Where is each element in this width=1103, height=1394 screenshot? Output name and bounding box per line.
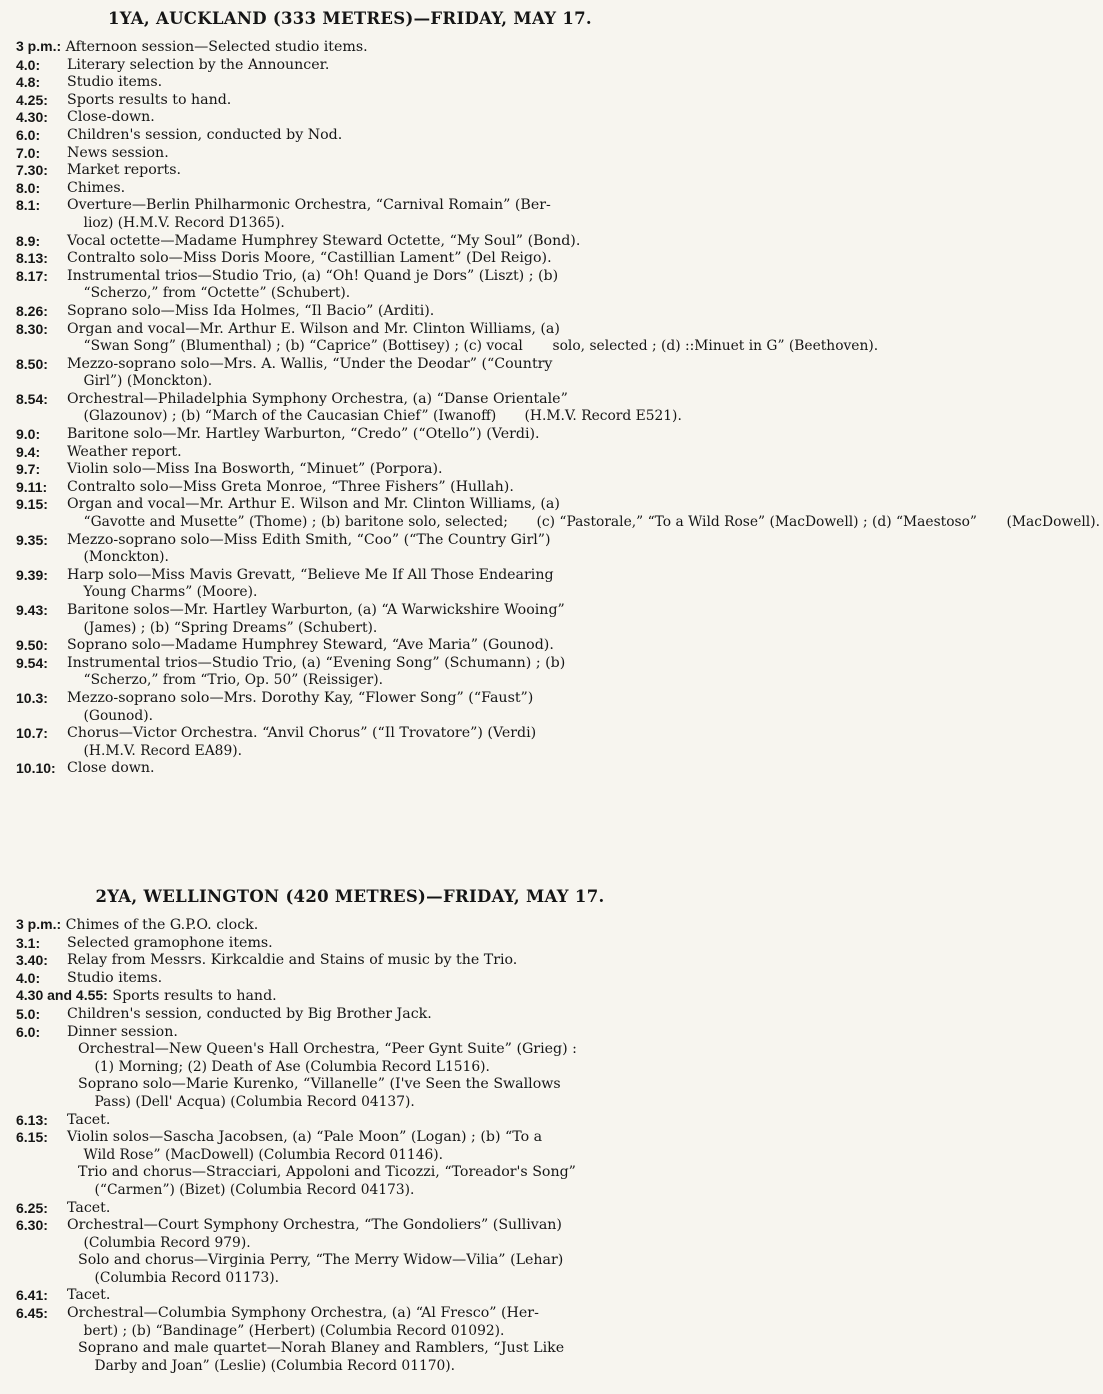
entry-text: Close down.: [67, 760, 155, 777]
programme-entry: [0, 356, 700, 391]
entry-text: Children's session, conducted by Big Brother Jack.: [67, 1005, 432, 1022]
entry-time: 3.40:: [16, 952, 48, 969]
programme-entry: [0, 1112, 700, 1130]
entry-text: Overture—Berlin Philharmonic Orchestra, “Carnival Romain” (Ber-: [67, 197, 551, 214]
entry-text: Soprano solo—Miss Ida Holmes, “Il Bacio” (Arditi).: [67, 302, 435, 319]
entry-time: 9.35:: [16, 531, 48, 548]
programme-entry: [0, 1129, 700, 1164]
entry-time: 6.15:: [16, 1129, 48, 1146]
entry-time: 4.25:: [16, 91, 48, 108]
programme-entry: [0, 1287, 700, 1305]
entry-time: 8.50:: [16, 355, 48, 372]
entry-time: 9.11:: [16, 478, 48, 495]
programme-entry: [0, 725, 700, 760]
programme-entry: [0, 952, 700, 970]
entry-text: Vocal octette—Madame Humphrey Steward Octette, “My Soul” (Bond).: [67, 232, 581, 249]
programme-entry: [0, 109, 700, 127]
entry-text: (Glazounov) ; (b) “March of the Caucasian Chief” (Iwanoff): [83, 408, 497, 425]
entry-time: 6.25:: [16, 1199, 48, 1216]
programme-entry: [0, 935, 700, 953]
programme-entry: [0, 268, 700, 303]
programme-entry: [0, 532, 700, 567]
entry-text: Literary selection by the Announcer.: [67, 56, 330, 73]
entry-time: 10.3:: [16, 689, 48, 706]
programme-entry: [0, 1041, 700, 1076]
entry-time: 9.7:: [16, 461, 41, 478]
entry-text: “Swan Song” (Blumenthal) ; (b) “Caprice” (Bottisey) ; (c) vocal: [83, 338, 523, 355]
programme-entry: [0, 233, 700, 251]
entry-text: (James) ; (b) “Spring Dreams” (Schubert).: [83, 619, 378, 636]
entry-text: Tacet.: [67, 1287, 111, 1304]
programme-entry: [0, 303, 700, 321]
entry-time: 9.15:: [16, 496, 48, 513]
programme-entry: [0, 197, 700, 232]
entry-time: 10.10:: [16, 760, 56, 777]
entry-text: Darby and Joan” (Leslie) (Columbia Record 01170).: [94, 1357, 456, 1374]
entry-text: News session.: [67, 144, 169, 161]
programme-entry: [0, 970, 700, 988]
entry-text: “Gavotte and Musette” (Thome) ; (b) baritone solo, selected;: [83, 514, 508, 531]
programme-entry: [0, 391, 700, 426]
entry-text: (1) Morning; (2) Death of Ase (Columbia Record L1516).: [94, 1058, 490, 1075]
programme-entry: [0, 1200, 700, 1218]
entry-time: 9.54:: [16, 654, 48, 671]
programme-entry: [0, 760, 700, 778]
programme-entry: [0, 987, 700, 1006]
entry-text: Children's session, conducted by Nod.: [67, 126, 343, 143]
programme-entry: [0, 1340, 700, 1375]
entry-text: Wild Rose” (MacDowell) (Columbia Record 01146).: [83, 1146, 444, 1163]
entry-text: Close-down.: [67, 109, 155, 126]
entry-time: 6.13:: [16, 1111, 48, 1128]
entry-text: Orchestral—Columbia Symphony Orchestra, (a) “Al Fresco” (Her-: [67, 1305, 539, 1322]
entry-text: Contralto solo—Miss Greta Monroe, “Three Fishers” (Hullah).: [67, 478, 514, 495]
programme-entry: [0, 461, 700, 479]
entry-text: Baritone solo—Mr. Hartley Warburton, “Credo” (“Otello”) (Verdi).: [67, 426, 540, 443]
entry-text: Tacet.: [67, 1199, 111, 1216]
section-2ya-wellington: [0, 878, 700, 1375]
entry-text: Dinner session.: [67, 1023, 178, 1040]
programme-entry: [0, 92, 700, 110]
entry-text: Baritone solos—Mr. Hartley Warburton, (a) “A Warwickshire Wooing”: [67, 602, 565, 618]
entry-text: Tacet.: [67, 1111, 111, 1128]
entry-time: 4.30 and 4.55:: [16, 987, 108, 1004]
entry-text: (“Carmen”) (Bizet) (Columbia Record 04173).: [94, 1181, 415, 1198]
entry-text: Market reports.: [67, 162, 182, 179]
programme-entry: [0, 602, 700, 637]
entry-time: 9.0:: [16, 426, 41, 443]
entry-text: (H.M.V. Record E521).: [524, 408, 683, 425]
entry-time: 9.50:: [16, 637, 48, 654]
entry-time: 5.0:: [16, 1005, 41, 1022]
programme-list: [0, 916, 700, 1375]
entry-text: Chimes of the G.P.O. clock.: [65, 917, 259, 933]
programme-entry: [0, 496, 1100, 531]
entry-text: Contralto solo—Miss Doris Moore, “Castillian Lament” (Del Reigo).: [67, 250, 552, 267]
entry-text: Soprano solo—Madame Humphrey Steward, “Ave Maria” (Gounod).: [67, 637, 554, 654]
entry-text: Orchestral—Philadelphia Symphony Orchestra, (a) “Danse Orientale”: [67, 390, 568, 407]
entry-time: 8.17:: [16, 267, 48, 284]
programme-list: [0, 38, 1100, 778]
entry-time: 10.7:: [16, 725, 48, 742]
programme-entry: [0, 162, 700, 180]
programme-entry: [0, 320, 878, 356]
entry-text: solo, selected ; (d) ::Minuet in G” (Beethoven).: [552, 338, 878, 355]
entry-text: Orchestral—Court Symphony Orchestra, “The Gondoliers” (Sullivan): [67, 1217, 562, 1234]
entry-text: bert) ; (b) “Bandinage” (Herbert) (Columbia Record 01092).: [83, 1322, 505, 1339]
programme-entry: [0, 1024, 700, 1042]
entry-time: 8.9:: [16, 232, 41, 249]
programme-entry: [0, 1305, 700, 1340]
entry-time: 8.26:: [16, 302, 48, 319]
entry-text: (Gounod).: [83, 707, 153, 724]
entry-text: (c) “Pastorale,” “To a Wild Rose” (MacDowell) ; (d) “Maestoso”: [536, 514, 978, 531]
entry-time: 6.41:: [16, 1287, 48, 1304]
entry-text: Studio items.: [67, 969, 163, 986]
entry-time: 6.45:: [16, 1305, 48, 1322]
entry-time: 6.0:: [16, 1023, 41, 1040]
entry-time: 9.39:: [16, 566, 48, 583]
entry-text: Mezzo-soprano solo—Mrs. A. Wallis, “Under the Deodar” (“Country: [67, 355, 553, 372]
entry-text: Selected gramophone items.: [67, 934, 273, 951]
entry-text: Weather report.: [67, 443, 182, 460]
entry-text: Chimes.: [67, 179, 126, 196]
entry-text: Instrumental trios—Studio Trio, (a) “Oh! Quand je Dors” (Liszt) ; (b): [67, 267, 559, 284]
programme-entry: [0, 38, 700, 57]
entry-text: Afternoon session—Selected studio items.: [65, 39, 368, 55]
entry-time: 6.30:: [16, 1217, 48, 1234]
entry-text: Soprano solo—Marie Kurenko, “Villanelle” (I've Seen the Swallows: [78, 1076, 561, 1093]
programme-entry: [0, 1252, 700, 1287]
programme-entry: [0, 567, 700, 602]
entry-text: Orchestral—New Queen's Hall Orchestra, “Peer Gynt Suite” (Grieg) :: [78, 1041, 577, 1058]
entry-time: 4.0:: [16, 969, 41, 986]
entry-time: 7.0:: [16, 144, 41, 161]
entry-text: (H.M.V. Record EA89).: [83, 742, 243, 759]
entry-text: Sports results to hand.: [112, 988, 277, 1005]
entry-text: (Monckton).: [83, 549, 169, 566]
entry-text: Girl”) (Monckton).: [83, 373, 213, 390]
entry-time: 4.8:: [16, 74, 41, 91]
entry-time: 9.4:: [16, 443, 41, 460]
entry-text: Chorus—Victor Orchestra. “Anvil Chorus” (“Il Trovatore”) (Verdi): [67, 725, 537, 742]
entry-time: 3 p.m.:: [16, 916, 62, 932]
entry-text: lioz) (H.M.V. Record D1365).: [83, 214, 285, 231]
entry-text: Organ and vocal—Mr. Arthur E. Wilson and Mr. Clinton Williams, (a): [67, 496, 560, 513]
programme-entry: [0, 1164, 700, 1199]
entry-text: Organ and vocal—Mr. Arthur E. Wilson and Mr. Clinton Williams, (a): [67, 320, 560, 337]
entry-text: Young Charms” (Moore).: [83, 584, 258, 601]
entry-time: 8.30:: [16, 320, 48, 337]
programme-entry: [0, 444, 700, 462]
entry-text: Trio and chorus—Stracciari, Appoloni and Ticozzi, “Toreador's Song”: [78, 1164, 576, 1181]
entry-text: (Columbia Record 979).: [83, 1234, 251, 1251]
programme-entry: [0, 479, 700, 497]
entry-text: Instrumental trios—Studio Trio, (a) “Evening Song” (Schumann) ; (b): [67, 654, 566, 671]
entry-text: Relay from Messrs. Kirkcaldie and Stains of music by the Trio.: [67, 952, 518, 969]
entry-text: “Scherzo,” from “Trio, Op. 50” (Reissiger).: [83, 672, 383, 689]
entry-time: 9.43:: [16, 602, 48, 618]
entry-time: 8.0:: [16, 179, 41, 196]
entry-text: Violin solos—Sascha Jacobsen, (a) “Pale Moon” (Logan) ; (b) “To a: [67, 1129, 543, 1146]
entry-text: Sports results to hand.: [67, 91, 232, 108]
entry-text: Soprano and male quartet—Norah Blaney and Ramblers, “Just Like: [78, 1340, 565, 1357]
entry-text: Solo and chorus—Virginia Perry, “The Merry Widow—Vilia” (Lehar): [78, 1252, 564, 1269]
section-title: 1YA, AUCKLAND (333 METRES)—FRIDAY, MAY 17.: [108, 9, 592, 28]
entry-time: 8.13:: [16, 250, 48, 267]
entry-text: (MacDowell).: [1006, 514, 1100, 531]
entry-time: 3 p.m.:: [16, 38, 62, 54]
entry-text: (Columbia Record 01173).: [94, 1269, 279, 1286]
programme-entry: [0, 180, 700, 198]
programme-entry: [0, 690, 700, 725]
programme-entry: [0, 426, 700, 444]
entry-text: Studio items.: [67, 74, 163, 91]
entry-time: 4.30:: [16, 109, 48, 126]
entry-time: 7.30:: [16, 162, 48, 179]
entry-time: 3.1:: [16, 934, 41, 951]
entry-text: Pass) (Dell' Acqua) (Columbia Record 04137).: [94, 1093, 415, 1110]
programme-entry: [0, 57, 700, 75]
section-title: 2YA, WELLINGTON (420 METRES)—FRIDAY, MAY 17.: [95, 887, 605, 906]
entry-time: 6.0:: [16, 126, 41, 143]
programme-entry: [0, 637, 700, 655]
entry-text: Mezzo-soprano solo—Mrs. Dorothy Kay, “Flower Song” (“Faust”): [67, 689, 534, 706]
entry-text: Harp solo—Miss Mavis Grevatt, “Believe Me If All Those Endearing: [67, 566, 554, 583]
programme-entry: [0, 127, 700, 145]
programme-entry: [0, 655, 700, 690]
programme-entry: [0, 74, 700, 92]
entry-text: Violin solo—Miss Ina Bosworth, “Minuet” (Porpora).: [67, 461, 443, 478]
programme-entry: [0, 1006, 700, 1024]
programme-entry: [0, 1076, 700, 1111]
programme-entry: [0, 1217, 700, 1252]
entry-time: 4.0:: [16, 56, 41, 73]
entry-time: 8.1:: [16, 197, 41, 214]
entry-text: “Scherzo,” from “Octette” (Schubert).: [83, 285, 351, 302]
entry-time: 8.54:: [16, 390, 48, 407]
programme-entry: [0, 250, 700, 268]
programme-entry: [0, 916, 700, 935]
entry-text: Mezzo-soprano solo—Miss Edith Smith, “Coo” (“The Country Girl”): [67, 531, 551, 548]
programme-entry: [0, 145, 700, 163]
